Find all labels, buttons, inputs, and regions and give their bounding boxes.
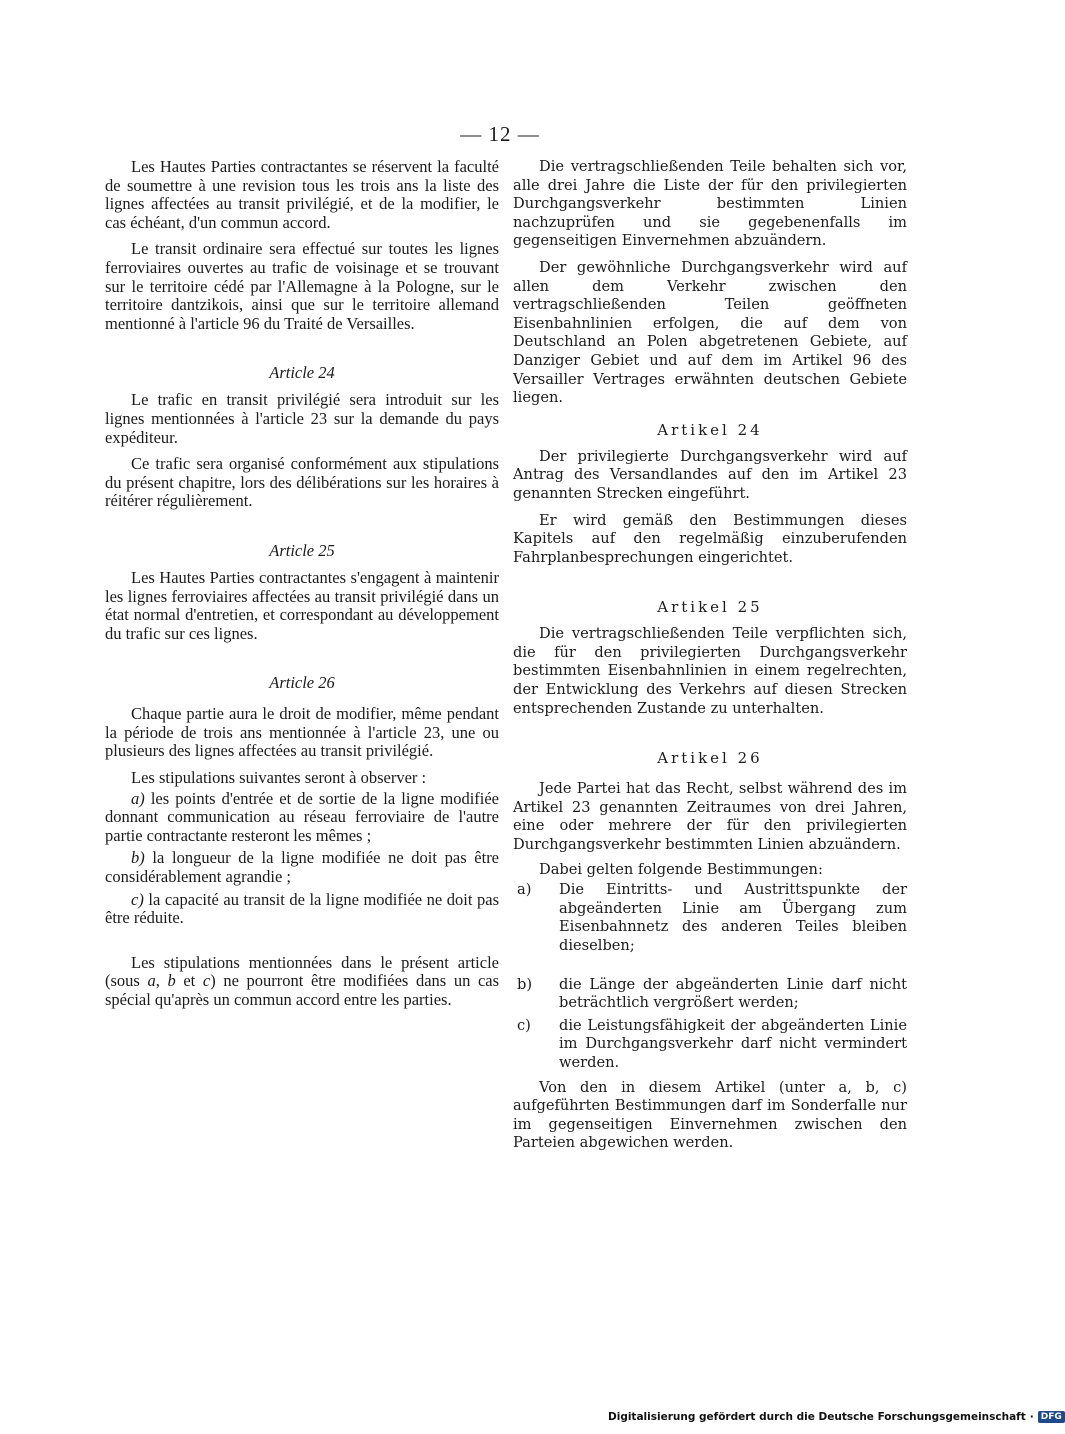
fr-p3-letter-a: a — [147, 971, 156, 991]
digitization-credit — [608, 1411, 1065, 1423]
de-item-b-text: die Länge der abgeänderten Linie darf nicht beträchtlich vergrößert werden; — [559, 975, 907, 1012]
de-art26-paragraph-3: Von den in diesem Artikel (unter a, b, c) aufgeführten Bestimmungen darf im Sonderfalle nur im gegenseitigen Einvernehmen zwischen den Parteien abgewichen werden. — [513, 1078, 907, 1152]
fr-item-a-text: les points d'entrée et de sortie de la ligne modifiée donnant communication au réseau ferroviaire de l'autre partie contractante resteront les mêmes ; — [105, 788, 500, 845]
fr-item-b-text: la longueur de la ligne modifiée ne doit pas être considérablement agrandie ; — [105, 848, 500, 887]
fr-item-c-marker: c) — [131, 889, 144, 909]
fr-article-26-heading: Article 26 — [269, 673, 335, 693]
de-item-a-marker: a) — [517, 881, 532, 899]
fr-art26-paragraph-3 — [105, 954, 499, 1010]
dfg-logo-icon: DFG — [1038, 1411, 1065, 1423]
fr-p3-start: Les stipulations mentionnées dans le présent article (sous — [105, 952, 499, 991]
footer-separator: · — [1029, 1411, 1034, 1423]
de-art23-paragraph-2: Der gewöhnliche Durchgangsverkehr wird auf allen dem Verkehr zwischen den vertragschließenden Teilen geöffneten Eisenbahnlinien erfolgen, die auf dem von Deutschland an Polen abgetretenen Gebiete, auf Danziger Gebiet und auf dem im Artikel 96 des Versailler Vertrages erwähnten deutschen Gebiete liegen. — [513, 258, 907, 407]
de-item-c-marker: c) — [517, 1016, 531, 1034]
fr-article-25-heading: Article 25 — [269, 540, 335, 560]
fr-art25-paragraph-1: Les Hautes Parties contractantes s'engagent à maintenir les lignes ferroviaires affectées au transit privilégié dans un état normal d'entretien, et correspondant au développement du trafic sur ces lignes. — [105, 567, 499, 643]
fr-art24-paragraph-2: Ce trafic sera organisé conformément aux stipulations du présent chapitre, lors des délibérations sur les horaires à réitérer régulièrement. — [105, 454, 499, 511]
de-artikel-25-heading: Artikel 25 — [657, 598, 763, 617]
fr-item-a-marker: a) — [131, 788, 145, 808]
de-art24-paragraph-2: Er wird gemäß den Bestimmungen dieses Kapitels auf den regelmäßig einzuberufenden Fahrplanbesprechungen eingerichtet. — [513, 511, 907, 566]
de-art25-paragraph-1: Die vertragschließenden Teile verpflichten sich, die für den privilegierten Durchgangsverkehr bestimmten Eisenbahnlinien in einem regelrechten, der Entwicklung des Verkehrs auf diesen Strecken entsprechenden Zustande zu unterhalten. — [513, 625, 907, 717]
de-art26-paragraph-1: Jede Partei hat das Recht, selbst während des im Artikel 23 genannten Zeitraumes von drei Jahren, eine oder mehrere der für den privilegierten Durchgangsverkehr bestimmten Linien abzuändern. — [513, 780, 907, 854]
french-column — [105, 158, 499, 1016]
de-artikel-24-heading: Artikel 24 — [657, 420, 763, 439]
fr-art23-paragraph-1: Les Hautes Parties contractantes se réservent la faculté de soumettre à une revision tous les trois ans la liste des lignes affectées au transit privilégié, et de la modifier, le cas échéant, d'un commun accord. — [105, 157, 499, 232]
de-art26-item-b — [513, 976, 907, 1013]
de-art24-paragraph-1: Der privilegierte Durchgangsverkehr wird auf Antrag des Versandlandes auf den im Artikel 23 genannten Strecken eingeführt. — [513, 447, 907, 502]
de-art23-paragraph-1: Die vertragschließenden Teile behalten sich vor, alle drei Jahre die Liste der für den privilegierten Durchgangsverkehr bestimmten Linien nachzuprüfen und sie gegebenenfalls im gegenseitigen Einvernehmen abzuändern. — [513, 158, 907, 250]
fr-art26-item-c — [105, 891, 499, 928]
fr-art26-paragraph-1: Chaque partie aura le droit de modifier, même pendant la période de trois ans mentionnée à l'article 23, une ou plusieurs des lignes affectées au transit privilégié. — [105, 704, 499, 761]
fr-item-c-text: la capacité au transit de la ligne modifiée ne doit pas être réduite. — [105, 889, 500, 928]
fr-item-b-marker: b) — [131, 848, 145, 868]
fr-art26-item-b — [105, 849, 499, 886]
de-art26-item-a — [513, 881, 907, 955]
fr-p3-sep-2: et — [175, 971, 203, 991]
fr-art26-item-a — [105, 790, 499, 846]
de-item-b-marker: b) — [517, 975, 533, 993]
german-column — [513, 158, 907, 1159]
fr-article-24-heading: Article 24 — [269, 363, 335, 383]
fr-art26-paragraph-2: Les stipulations suivantes seront à observer : — [131, 768, 427, 788]
fr-p3-sep-1: , — [155, 971, 168, 991]
fr-p3-letter-b: b — [167, 971, 176, 991]
de-art26-item-c — [513, 1017, 907, 1073]
de-item-c-text: die Leistungsfähigkeit der abgeänderten Linie im Durchgangsverkehr darf nicht vermindert werden. — [559, 1016, 907, 1071]
de-artikel-26-heading: Artikel 26 — [657, 749, 763, 768]
fr-art24-paragraph-1: Le trafic en transit privilégié sera introduit sur les lignes mentionnées à l'article 23 sur la demande du pays expéditeur. — [105, 390, 499, 447]
de-art26-paragraph-2: Dabei gelten folgende Bestimmungen: — [539, 860, 823, 878]
page-number: — 12 — — [460, 122, 540, 146]
digitization-credit-text: Digitalisierung gefördert durch die Deutsche Forschungsgemeinschaft — [608, 1411, 1026, 1423]
fr-p3-letter-c: c — [202, 971, 211, 991]
de-item-a-text: Die Eintritts- und Austrittspunkte der abgeänderten Linie am Übergang zum Eisenbahnnetz des anderen Teiles bleiben dieselben; — [559, 881, 907, 954]
fr-art23-paragraph-2: Le transit ordinaire sera effectué sur toutes les lignes ferroviaires ouvertes au trafic de voisinage et se trouvant sur le territoire cédé par l'Allemagne à la Pologne, sur le territoire dantzikois, ainsi que sur le territoire allemand mentionné à l'article 96 du Traité de Versailles. — [105, 239, 499, 333]
fr-p3-end: ) ne pourront être modifiées dans un cas spécial qu'après un commun accord entre les parties. — [105, 971, 500, 1009]
